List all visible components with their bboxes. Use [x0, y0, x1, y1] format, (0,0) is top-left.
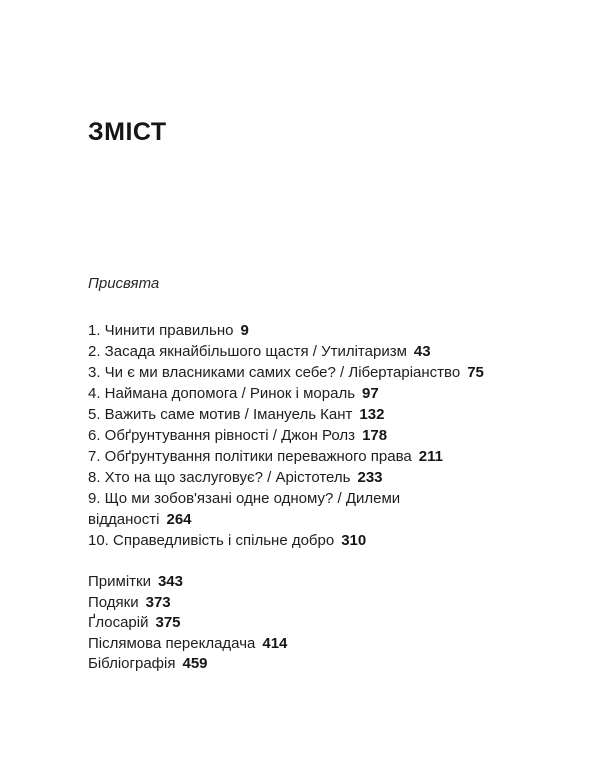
toc-entry-label: Післямова перекладача [88, 634, 256, 652]
toc-page-number: 178 [362, 427, 388, 444]
toc-entry-label: 7. Обґрунтування політики переважного права [88, 448, 412, 465]
toc-entry-bibliography [88, 654, 287, 675]
toc-entry-chapter-8 [88, 467, 558, 488]
toc-page-number: 211 [418, 448, 443, 465]
toc-entry-chapter-4 [88, 383, 558, 404]
toc-entry-chapter-7 [88, 446, 558, 467]
toc-entry-chapter-6 [88, 425, 558, 446]
page-title: ЗМІСТ [88, 118, 167, 146]
toc-entry-label: Примітки [88, 573, 151, 590]
toc-page-number: 75 [467, 364, 484, 381]
toc-page-number: 264 [166, 511, 192, 528]
toc-entry-label: Ґлосарій [88, 614, 149, 631]
toc-page-number: 132 [359, 406, 385, 423]
toc-entry-chapter-5 [88, 404, 558, 425]
toc-page-number: 459 [182, 655, 208, 672]
toc-entry-label: Бібліографія [88, 655, 176, 672]
toc-entry-label: 2. Засада якнайбільшого щастя / Утилітаризм [88, 343, 407, 360]
toc-page-number: 97 [362, 385, 379, 402]
toc-page-number: 375 [155, 614, 181, 631]
toc-entry-label: 10. Справедливість і спільне добро [88, 532, 335, 549]
backmatter-list [88, 572, 287, 675]
toc-page-number: 310 [341, 532, 367, 549]
toc-entry-label: 8. Хто на що заслуговує? / Арістотель [88, 469, 351, 486]
toc-entry-chapter-10 [88, 530, 558, 551]
toc-entry-chapter-1 [88, 320, 558, 341]
toc-entry-glossary [88, 613, 287, 634]
chapter-list [88, 320, 558, 551]
toc-page-number: 414 [262, 634, 288, 652]
toc-entry-label: 9. Що ми зобов'язані одне одному? / Дилеми відданості [88, 490, 401, 528]
toc-entry-label: 1. Чинити правильно [88, 322, 234, 339]
toc-entry-label: 6. Обґрунтування рівності / Джон Ролз [88, 427, 356, 444]
toc-entry-label: 3. Чи є ми власниками самих себе? / Лібертаріанство [88, 364, 461, 381]
toc-page-number: 43 [413, 343, 431, 360]
toc-page-number: 233 [357, 469, 383, 486]
toc-entry-label: 5. Важить саме мотив / Іманyель Кант [88, 406, 353, 423]
toc-page-number: 9 [240, 322, 249, 339]
toc-entry-label: Подяки [88, 593, 139, 611]
toc-entry-chapter-2 [88, 341, 558, 362]
toc-entry-chapter-3 [88, 362, 558, 383]
dedication-entry: Присвята [88, 275, 160, 292]
toc-page-number: 343 [157, 573, 183, 590]
toc-entry-translator-afterword [88, 634, 287, 655]
toc-entry-acknowledgements [88, 593, 287, 614]
toc-entry-notes [88, 572, 287, 593]
toc-page-number: 373 [145, 593, 171, 611]
toc-entry-chapter-9 [88, 488, 483, 530]
toc-entry-label: 4. Наймана допомога / Ринок і мораль [88, 385, 356, 402]
